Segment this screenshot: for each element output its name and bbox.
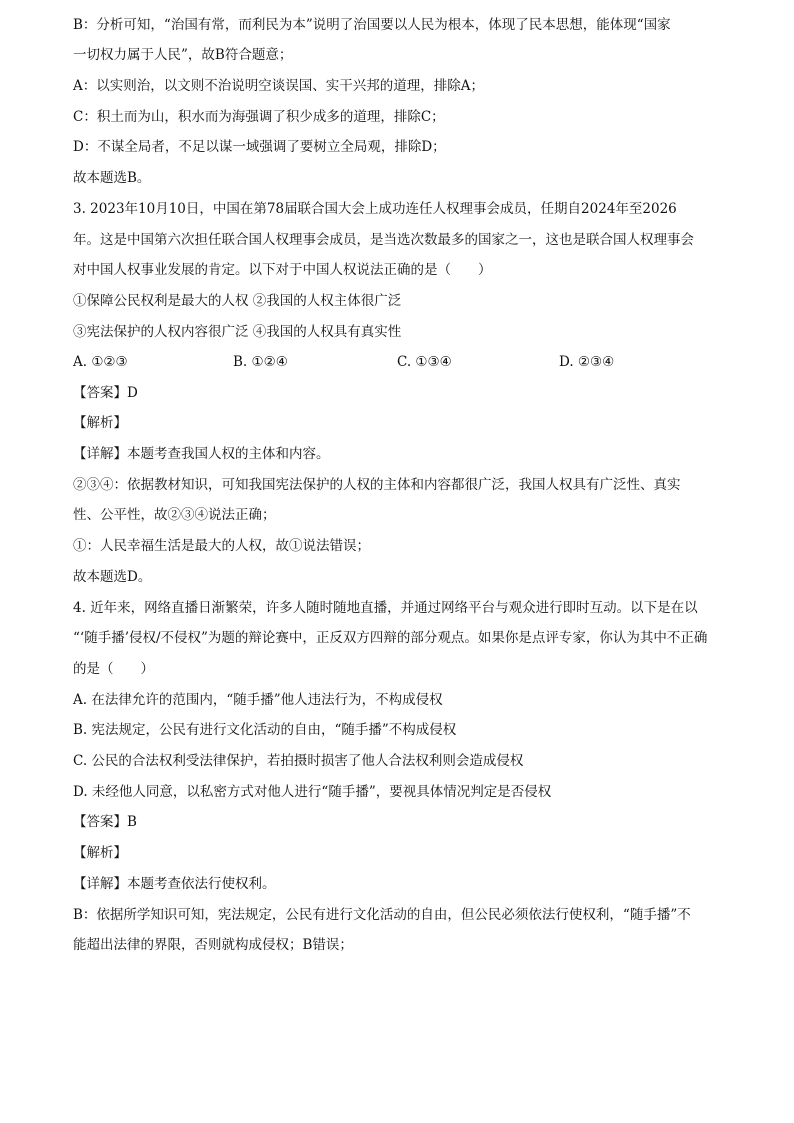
option-d: D. ②③④ [559,354,615,370]
text-line: 故本题选B。 [73,170,151,186]
question-3-stem: 年。这是中国第六次担任联合国人权理事会成员，是当选次数最多的国家之一，这也是联合国人权理事会 [73,232,694,248]
answer-tag: 【答案】 [73,385,127,401]
question-3-statement: ①保障公民权利是最大的人权 ②我国的人权主体很广泛 [73,293,402,309]
text-line: D：不谋全局者，不足以谋一域强调了要树立全局观，排除D； [73,139,446,155]
question-4-option-d: D. 未经他人同意，以私密方式对他人进行“随手播”，要视具体情况判定是否侵权 [73,784,552,800]
detail-tag: 【详解】 [73,446,127,462]
analysis-tag: 【解析】 [73,415,127,431]
text-line: A：以实则治，以文则不治说明空谈误国、实干兴邦的道理，排除A； [73,78,484,94]
option-c: C. ①③④ [397,354,452,370]
answer-line [73,812,733,832]
question-3-stem: 对中国人权事业发展的肯定。以下对于中国人权说法正确的是（ ） [73,262,492,278]
explanation-line: 能超出法律的界限，否则就构成侵权；B错误； [73,937,353,953]
question-3-stem: 3. 2023年10月10日，中国在第78届联合国大会上成功连任人权理事会成员，任期自2024年至2026 [73,201,677,217]
detail-line [73,874,733,894]
answer-value: B [127,814,137,830]
question-4-option-b: B. 宪法规定，公民有进行文化活动的自由，“随手播”不构成侵权 [73,722,457,738]
text-line: 一切权力属于人民”，故B符合题意； [73,47,293,63]
option-a: A. ①②③ [73,354,128,370]
question-4-stem: 4. 近年来，网络直播日渐繁荣，许多人随时随地直播，并通过网络平台与观众进行即时互动。以下是在以 [73,600,698,616]
explanation-line: 故本题选D。 [73,569,152,585]
text-line: C：积土而为山，积水而为海强调了积少成多的道理，排除C； [73,109,445,125]
explanation-line: 性、公平性，故②③④说法正确； [73,507,276,523]
detail-text: 本题考查依法行使权利。 [127,876,276,892]
text-line: B：分析可知，“治国有常，而利民为本”说明了治国要以人民为根本，体现了民本思想，能体现“国家 [73,17,671,33]
answer-line [73,383,733,403]
explanation-line: ②③④：依据教材知识，可知我国宪法保护的人权的主体和内容都很广泛，我国人权具有广泛性、真实 [73,477,681,493]
detail-line [73,444,733,464]
explanation-line: B：依据所学知识可知，宪法规定，公民有进行文化活动的自由，但公民必须依法行使权利，“随手播”不 [73,907,691,923]
question-3-statement: ③宪法保护的人权内容很广泛 ④我国的人权具有真实性 [73,324,402,340]
detail-tag: 【详解】 [73,876,127,892]
question-4-stem: “‘随手播’侵权/不侵权”为题的辩论赛中，正反双方四辩的部分观点。如果你是点评专家，你认为其中不正确 [73,630,708,646]
question-4-option-a: A. 在法律允许的范围内，“随手播”他人违法行为，不构成侵权 [73,692,443,708]
question-4-stem: 的是（ ） [73,661,154,677]
answer-tag: 【答案】 [73,814,127,830]
analysis-tag: 【解析】 [73,845,127,861]
answer-value: D [127,385,138,401]
explanation-line: ①：人民幸福生活是最大的人权，故①说法错误； [73,538,370,554]
question-4-option-c: C. 公民的合法权利受法律保护，若拍摄时损害了他人合法权利则会造成侵权 [73,753,524,769]
detail-text: 本题考查我国人权的主体和内容。 [127,446,330,462]
option-b: B. ①②④ [233,354,288,370]
